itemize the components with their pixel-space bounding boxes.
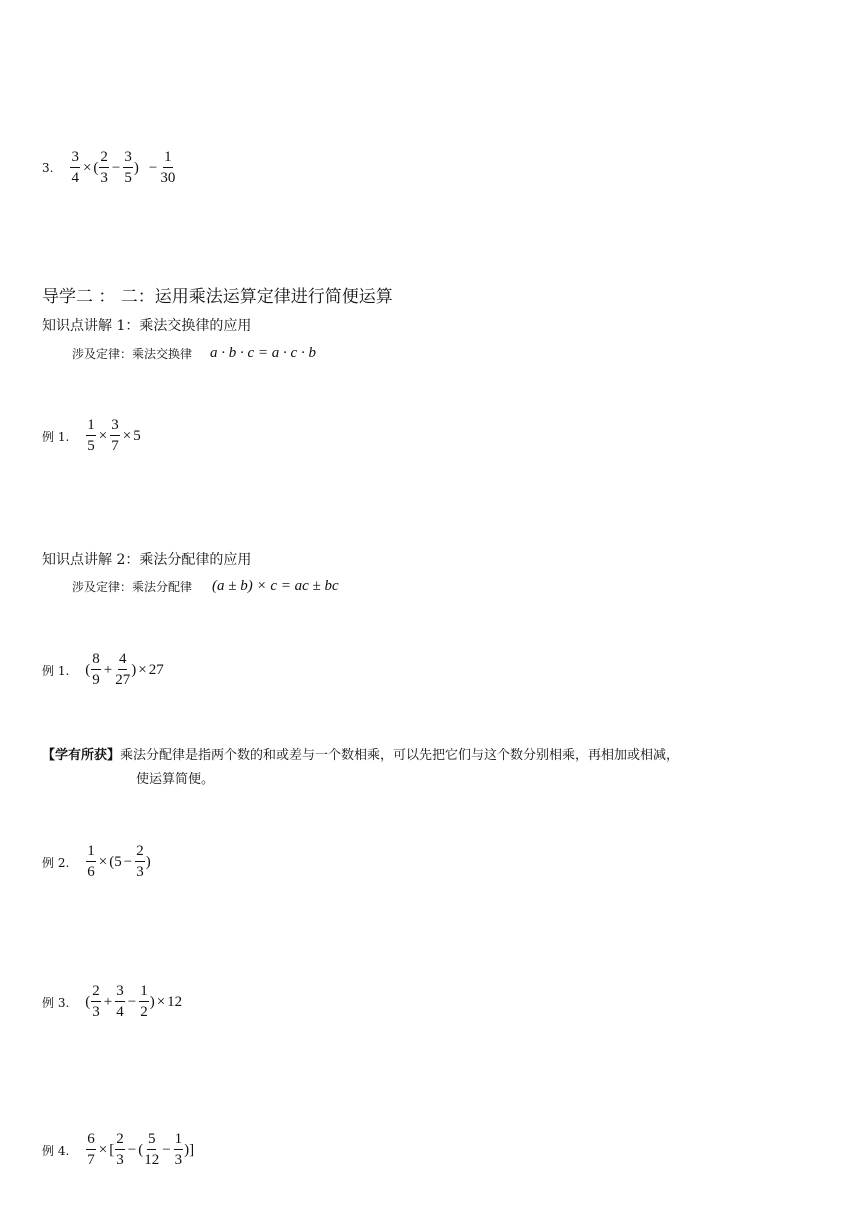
fraction: $\frac{3}{4}$ — [116, 983, 124, 1020]
example-k2-4 — [42, 1132, 194, 1168]
law-line-1 — [72, 345, 316, 362]
law-formula: (a ± b) × c = ac ± bc — [212, 578, 339, 594]
fraction: $\frac{1}{30}$ — [160, 149, 176, 186]
example-expression: $\frac{6}{7}$ × [ $\frac{2}{3}$ − ( $\frac{5}{12}$ − $\frac{1}{3}$ ) ] — [87, 1131, 195, 1168]
fraction: $\frac{3}{4}$ — [71, 149, 79, 186]
law-line-2 — [72, 578, 339, 595]
gain-line-2: 使运算简便。 — [136, 772, 215, 787]
fraction: $\frac{1}{2}$ — [140, 983, 148, 1020]
problem-3-expression: $\frac{3}{4}$ × ( $\frac{2}{3}$ − $\frac{3}{5}$ ) − $\frac{1}{30}$ — [71, 149, 176, 186]
fraction: $\frac{8}{9}$ — [92, 651, 100, 688]
knowledge-heading-2: 知识点讲解 2：乘法分配律的应用 — [42, 552, 252, 568]
fraction: $\frac{1}{3}$ — [174, 1131, 183, 1168]
knowledge-heading-1: 知识点讲解 1：乘法交换律的应用 — [42, 318, 252, 334]
fraction: $\frac{1}{6}$ — [87, 843, 95, 880]
example-k2-1 — [42, 652, 164, 688]
law-label: 涉及定律：乘法分配律 — [72, 580, 193, 594]
fraction: $\frac{5}{12}$ — [144, 1131, 160, 1168]
example-k1-1 — [42, 418, 141, 454]
gain-tag: 【学有所获】 — [42, 748, 121, 763]
example-k2-3 — [42, 984, 182, 1020]
fraction: $\frac{3}{7}$ — [111, 417, 119, 454]
law-formula: a · b · c = a · c · b — [210, 345, 316, 361]
fraction: $\frac{1}{5}$ — [87, 417, 95, 454]
fraction: $\frac{2}{3}$ — [100, 149, 108, 186]
problem-label: 3. — [42, 161, 54, 175]
example-label: 例 3. — [42, 995, 70, 1010]
gain-line-1: 乘法分配律是指两个数的和或差与一个数相乘，可以先把它们与这个数分别相乘，再相加或相减， — [120, 748, 680, 763]
fraction: $\frac{3}{5}$ — [124, 149, 132, 186]
example-expression: $\frac{1}{6}$ × (5 − $\frac{2}{3}$ ) — [87, 843, 151, 880]
fraction: $\frac{4}{27}$ — [115, 651, 131, 688]
section-title: 导学二 ： 二：运用乘法运算定律进行简便运算 — [42, 287, 393, 307]
example-label: 例 4. — [42, 1143, 70, 1158]
gain-note — [42, 744, 822, 792]
example-expression: ( $\frac{2}{3}$ + $\frac{3}{4}$ − $\frac{1}{2}$ ) × 12 — [85, 983, 183, 1020]
law-label: 涉及定律：乘法交换律 — [72, 347, 193, 361]
example-expression: ( $\frac{8}{9}$ + $\frac{4}{27}$ ) × 27 — [85, 651, 164, 688]
example-expression: $\frac{1}{5}$ × $\frac{3}{7}$ × 5 — [87, 417, 141, 454]
fraction: $\frac{6}{7}$ — [87, 1131, 95, 1168]
fraction: $\frac{2}{3}$ — [116, 1131, 124, 1168]
fraction: $\frac{2}{3}$ — [92, 983, 100, 1020]
problem-3 — [42, 150, 176, 186]
example-label: 例 1. — [42, 663, 70, 678]
fraction: $\frac{2}{3}$ — [136, 843, 144, 880]
example-label: 例 2. — [42, 855, 70, 870]
example-k2-2 — [42, 844, 151, 880]
example-label: 例 1. — [42, 429, 70, 444]
